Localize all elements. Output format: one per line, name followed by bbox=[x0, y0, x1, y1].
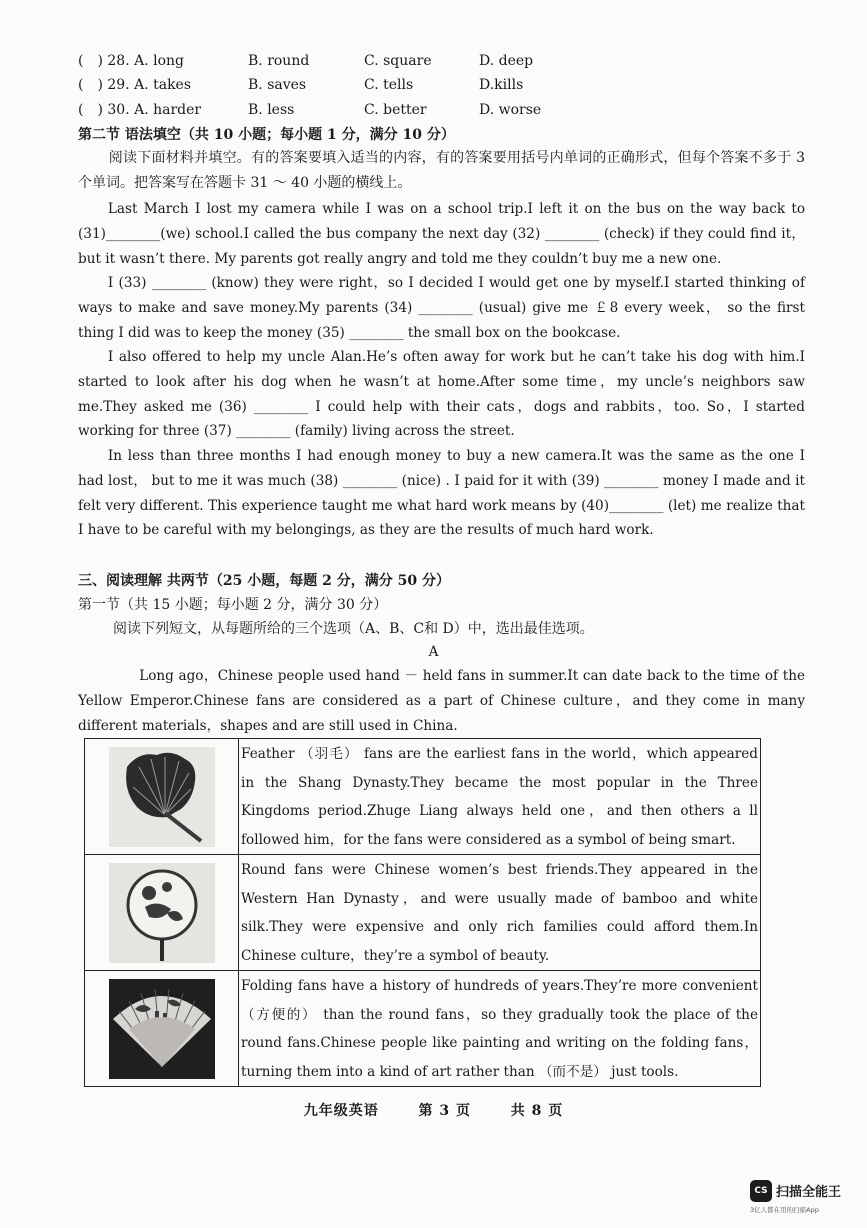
table-row bbox=[85, 855, 761, 971]
section2-instruction: 阅读下面材料并填空。有的答案要填入适当的内容，有的答案要用括号内单词的正确形式，但每个答案不多于 3 个单词。把答案写在答题卡 31 ～ 40 小题的横线上。 bbox=[78, 150, 805, 191]
feather-fan-icon bbox=[109, 747, 215, 847]
grammar-paragraph-1: Last March I lost my camera while I was on a school trip.I left it on the bus on the way back to (31)________(we) school.I called the bus company the next day (32) ________ (check) if they could find it，but it wasn’t there. My parents got really angry and told me they couldn’t buy me a new one. bbox=[78, 201, 805, 267]
page-footer bbox=[0, 1100, 867, 1120]
option-b: B. saves bbox=[248, 77, 307, 93]
footer-total: 共 8 页 bbox=[510, 1103, 564, 1119]
option-num: ( ) 29. A. takes bbox=[78, 77, 192, 93]
scanner-watermark bbox=[746, 1178, 862, 1218]
watermark-sub: 3亿人都在用的扫描App bbox=[750, 1206, 819, 1214]
round-fan-icon bbox=[109, 863, 215, 963]
folding-fan-icon bbox=[109, 979, 215, 1079]
footer-page: 第 3 页 bbox=[418, 1103, 471, 1119]
fan-image-cell bbox=[85, 855, 239, 971]
grammar-paragraph-3: I also offered to help my uncle Alan.He’s often away for work but he can’t take his dog with him.I started to look after his dog when he wasn’t at home.After some time，my uncle’s neighbors saw me.They asked me (36) ________ I could help with their cats，dogs and rabbits，too. So，I started working for three (37) ________ (family) living across the street. bbox=[78, 349, 805, 440]
option-b: B. less bbox=[248, 102, 295, 118]
folding-fan-text: Folding fans have a history of hundreds of years.They’re more convenient （方便的） than the round fans，so they gradually took the place of the round fans.Chinese people like painting and writing on the folding fans，turning them into a kind of art rather than （而不是） just tools. bbox=[239, 971, 761, 1087]
footer-subject: 九年级英语 bbox=[303, 1103, 379, 1119]
passage-intro: Long ago，Chinese people used hand － held fans in summer.It can date back to the time of the Yellow Emperor.Chinese fans are considered as a part of Chinese culture，and they come in many different materials，shapes and are still used in China. bbox=[78, 668, 805, 734]
grammar-paragraph-2: I (33) ________ (know) they were right，so I decided I would get one by myself.I started thinking of ways to make and save money.My parents (34) ________ (usual) give me ￡8 every week， so the first thing I did was to keep the money (35) ________ the small box on the bookcase. bbox=[78, 275, 805, 341]
camscanner-logo-icon: CS bbox=[750, 1180, 772, 1202]
part3-instruction: 阅读下列短文，从每题所给的三个选项（A、B、C和 D）中，选出最佳选项。 bbox=[113, 621, 594, 637]
option-c: C. square bbox=[364, 53, 432, 69]
option-num: ( ) 30. A. harder bbox=[78, 102, 202, 118]
section2-heading: 第二节 语法填空（共 10 小题；每小题 1 分，满分 10 分） bbox=[78, 127, 455, 143]
option-c: C. better bbox=[364, 102, 427, 118]
table-row bbox=[85, 971, 761, 1087]
option-b: B. round bbox=[248, 53, 310, 69]
fan-image-cell bbox=[85, 971, 239, 1087]
option-d: D.kills bbox=[479, 77, 524, 93]
grammar-paragraph-4: In less than three months I had enough money to buy a new camera.It was the same as the one I had lost， but to me it was much (38) ________ (nice) . I paid for it with (39) ________ money I made and it felt very different. This experience taught me what hard work means by (40)________ (let) me realize that I have to be careful with my belongings, as they are the results of much hard work. bbox=[78, 448, 805, 539]
option-d: D. worse bbox=[479, 102, 542, 118]
table-row bbox=[85, 739, 761, 855]
fan-image-cell bbox=[85, 739, 239, 855]
option-d: D. deep bbox=[479, 53, 534, 69]
watermark-name: 扫描全能王 bbox=[776, 1185, 842, 1200]
fan-table bbox=[84, 738, 761, 1087]
passage-label: A bbox=[428, 644, 439, 660]
feather-fan-text: Feather （羽毛） fans are the earliest fans in the world，which appeared in the Shang Dynasty.They became the most popular in the Three Kingdoms period.Zhuge Liang always held one，and then others a ll followed him，for the fans were considered as a symbol of being smart. bbox=[239, 739, 761, 855]
round-fan-text: Round fans were Chinese women’s best friends.They appeared in the Western Han Dynasty，and were usually made of bamboo and white silk.They were expensive and only rich families could afford them.In Chinese culture，they’re a symbol of beauty. bbox=[239, 855, 761, 971]
option-c: C. tells bbox=[364, 77, 414, 93]
option-num: ( ) 28. A. long bbox=[78, 53, 184, 69]
part3-heading: 三、阅读理解 共两节（25 小题，每题 2 分，满分 50 分） bbox=[78, 573, 450, 589]
part3-subheading: 第一节（共 15 小题；每小题 2 分，满分 30 分） bbox=[78, 597, 388, 613]
